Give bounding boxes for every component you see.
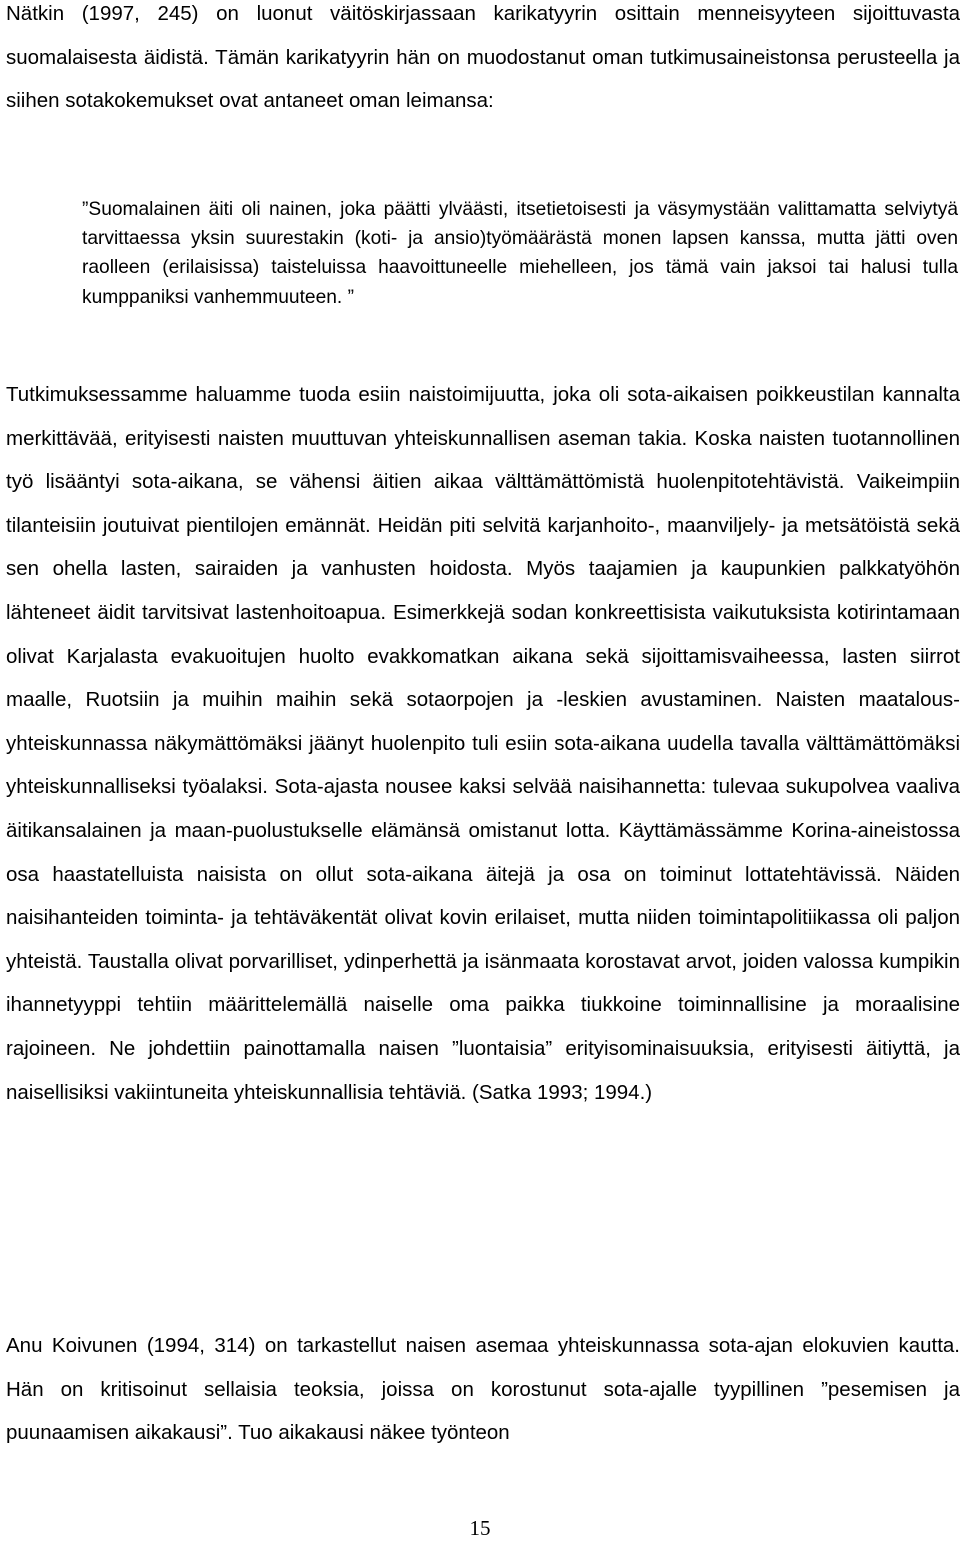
paragraph-intro: Nätkin (1997, 245) on luonut väitöskirjassaan karikatyyrin osittain menneisyyteen sijoittuvasta suomalaisesta äidistä. Tämän karikatyyrin hän on muodostanut oman tutkimusaineistonsa perusteella ja siihen sotakokemukset ovat antaneet oman leimansa:	[6, 2, 960, 113]
block-quote: ”Suomalainen äiti oli nainen, joka päätti ylväästi, itsetietoisesti ja väsymystään valittamatta selviytyä tarvittaessa yksin suurestakin (koti- ja ansio)työmäärästä monen lapsen kanssa, mutta jätti oven raolleen (erilaisissa) taisteluissa haavoittuneelle miehelleen, jos tämä vain jaksoi tai halusi tulla kumppaniksi vanhemmuuteen. ”	[82, 199, 958, 308]
paragraph-koivunen: Anu Koivunen (1994, 314) on tarkastellut naisen asemaa yhteiskunnassa sota-ajan elokuvien kautta. Hän on kritisoinut sellaisia teoksia, joissa on korostunut sota-ajalle tyypillinen ”pesemisen ja puunaamisen aikakausi”. Tuo aikakausi näkee työnteon	[6, 1334, 960, 1445]
page-number: 15	[469, 1516, 491, 1540]
paragraph-main: Tutkimuksessamme haluamme tuoda esiin naistoimijuutta, joka oli sota-aikaisen poikkeustilan kannalta merkittävää, erityisesti naisten muuttuvan yhteiskunnallisen aseman takia. Koska naisten tuotannollinen työ lisääntyi sota-aikana, se vähensi äitien aikaa välttämättömistä huolenpitotehtävistä. Vaikeimpiin tilanteisiin joutuivat pientilojen emännät. Heidän piti selvitä karjanhoito-, maanviljely- ja metsätöistä sekä sen ohella lasten, sairaiden ja vanhusten hoidosta. Myös taajamien ja kaupunkien palkkatyöhön lähteneet äidit tarvitsivat lastenhoitoapua. Esimerkkejä sodan konkreettisista vaikutuksista kotirintamaan olivat Karjalasta evakuoitujen huolto evakkomatkan aikana sekä sijoittamisvaiheessa, lasten siirrot maalle, Ruotsiin ja muihin maihin sekä sotaorpojen ja -leskien avustaminen. Naisten maatalous-yhteiskunnassa näkymättömäksi jäänyt huolenpito tuli esiin sota-aikana uudella tavalla välttämättömäksi yhteiskunnalliseksi työalaksi. Sota-ajasta nousee kaksi selvää naisihannetta: tulevaa sukupolvea vaaliva äitikansalainen ja maan-puolustukselle elämänsä omistanut lotta. Käyttämässämme Korina-aineistossa osa haastatelluista naisista on ollut sota-aikana äitejä ja osa on toiminut lottatehtävissä. Näiden naisihanteiden toiminta- ja tehtäväkentät olivat kovin erilaiset, mutta niiden toimintapolitiikassa oli paljon yhteistä. Taustalla olivat porvarilliset, ydinperhettä ja isänmaata korostavat arvot, joiden valossa kumpikin ihannetyyppi tehtiin määrittelemällä naiselle oma paikka tiukkoine toiminnallisine ja moraalisine rajoineen. Ne johdettiin painottamalla naisen ”luontaisia” erityisominaisuuksia, erityisesti äitiyttä, ja naisellisiksi vakiintuneita yhteiskunnallisia tehtäviä. (Satka 1993; 1994.)	[6, 383, 960, 1104]
